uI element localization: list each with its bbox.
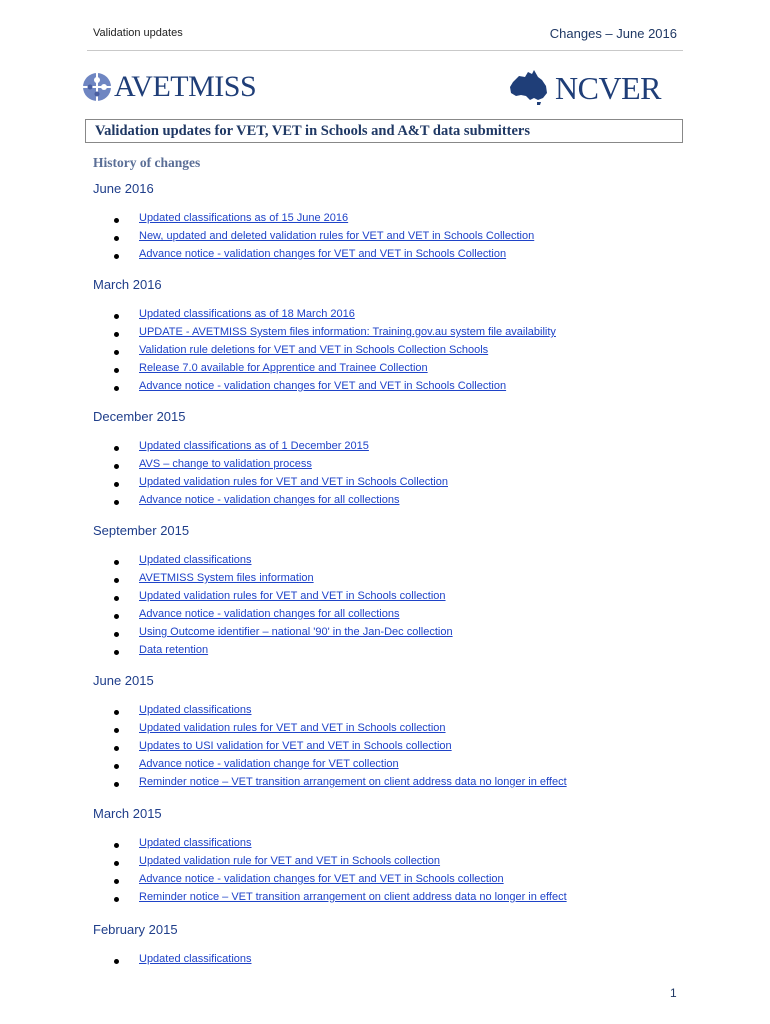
bullet-icon xyxy=(114,350,119,355)
australia-map-icon xyxy=(507,68,551,106)
change-link[interactable]: Advance notice - validation changes for all collections xyxy=(139,494,400,506)
section-heading-february-2015: February 2015 xyxy=(93,922,178,937)
header-divider xyxy=(87,50,683,51)
history-heading: History of changes xyxy=(93,155,201,170)
bullet-icon xyxy=(114,236,119,241)
change-link[interactable]: Updated classifications as of 18 March 2016 xyxy=(139,308,355,320)
bullet-icon xyxy=(114,710,119,715)
bullet-icon xyxy=(114,764,119,769)
bullet-icon xyxy=(114,897,119,902)
ncver-logo-text: NCVER xyxy=(555,70,661,106)
change-link[interactable]: Validation rule deletions for VET and VET in Schools Collection Schools xyxy=(139,344,489,356)
bullet-icon xyxy=(114,596,119,601)
change-link[interactable]: UPDATE - AVETMISS System files information: Training.gov.au system file availability xyxy=(139,326,556,338)
change-link[interactable]: Data retention xyxy=(139,644,209,656)
header-left-text: Validation updates xyxy=(93,27,183,39)
section-heading-march-2016: March 2016 xyxy=(93,277,162,292)
change-link[interactable]: Updated validation rules for VET and VET in Schools collection xyxy=(139,722,446,734)
bullet-icon xyxy=(114,386,119,391)
bullet-icon xyxy=(114,614,119,619)
bullet-icon xyxy=(114,650,119,655)
change-link[interactable]: AVS – change to validation process xyxy=(139,458,312,470)
bullet-icon xyxy=(114,332,119,337)
bullet-icon xyxy=(114,446,119,451)
change-link[interactable]: Advance notice - validation changes for VET and VET in Schools Collection xyxy=(139,248,507,260)
bullet-icon xyxy=(114,218,119,223)
bullet-icon xyxy=(114,560,119,565)
bullet-icon xyxy=(114,482,119,487)
avetmiss-logo xyxy=(82,68,262,108)
change-link[interactable]: Advance notice - validation changes for VET and VET in Schools Collection xyxy=(139,380,507,392)
bullet-icon xyxy=(114,254,119,259)
section-heading-june-2016: June 2016 xyxy=(93,181,154,196)
change-link[interactable]: Reminder notice – VET transition arrangement on client address data no longer in effect xyxy=(139,891,567,903)
section-heading-december-2015: December 2015 xyxy=(93,409,186,424)
bullet-icon xyxy=(114,782,119,787)
change-link[interactable]: Updated classifications xyxy=(139,554,252,566)
change-link[interactable]: Updated classifications xyxy=(139,837,252,849)
bullet-icon xyxy=(114,578,119,583)
change-link[interactable]: Updated validation rules for VET and VET in Schools Collection xyxy=(139,476,448,488)
ncver-logo xyxy=(507,68,687,108)
change-link[interactable]: AVETMISS System files information xyxy=(139,572,314,584)
change-link[interactable]: Reminder notice – VET transition arrangement on client address data no longer in effect xyxy=(139,776,567,788)
avetmiss-logo-text: AVETMISS xyxy=(114,70,257,103)
section-heading-september-2015: September 2015 xyxy=(93,523,190,538)
bullet-icon xyxy=(114,879,119,884)
section-heading-june-2015: June 2015 xyxy=(93,673,154,688)
bullet-icon xyxy=(114,500,119,505)
change-link[interactable]: Advance notice - validation changes for all collections xyxy=(139,608,400,620)
change-link[interactable]: Updates to USI validation for VET and VET in Schools collection xyxy=(139,740,452,752)
bullet-icon xyxy=(114,861,119,866)
change-link[interactable]: Advance notice - validation change for VET collection xyxy=(139,758,399,770)
section-heading-march-2015: March 2015 xyxy=(93,806,162,821)
bullet-icon xyxy=(114,314,119,319)
change-link[interactable]: Updated classifications as of 1 December 2015 xyxy=(139,440,369,452)
bullet-icon xyxy=(114,959,119,964)
bullet-icon xyxy=(114,632,119,637)
change-link[interactable]: Updated validation rules for VET and VET in Schools collection xyxy=(139,590,446,602)
bullet-icon xyxy=(114,728,119,733)
bullet-icon xyxy=(114,368,119,373)
bullet-icon xyxy=(114,464,119,469)
change-link[interactable]: Updated validation rule for VET and VET in Schools collection xyxy=(139,855,441,867)
puzzle-globe-icon xyxy=(82,72,112,102)
change-link[interactable]: Advance notice - validation changes for VET and VET in Schools collection xyxy=(139,873,504,885)
change-link[interactable]: New, updated and deleted validation rules for VET and VET in Schools Collection xyxy=(139,230,535,242)
change-link[interactable]: Release 7.0 available for Apprentice and Trainee Collection xyxy=(139,362,428,374)
bullet-icon xyxy=(114,746,119,751)
bullet-icon xyxy=(114,843,119,848)
document-title-box xyxy=(85,119,683,143)
page-number: 1 xyxy=(670,986,677,1000)
change-link[interactable]: Updated classifications xyxy=(139,704,252,716)
document-title: Validation updates for VET, VET in Schools and A&T data submitters xyxy=(95,123,530,139)
change-link[interactable]: Using Outcome identifier – national '90' in the Jan-Dec collection xyxy=(139,626,453,638)
change-link[interactable]: Updated classifications as of 15 June 2016 xyxy=(139,212,349,224)
change-link[interactable]: Updated classifications xyxy=(139,953,252,965)
header-right-text: Changes – June 2016 xyxy=(549,26,677,41)
